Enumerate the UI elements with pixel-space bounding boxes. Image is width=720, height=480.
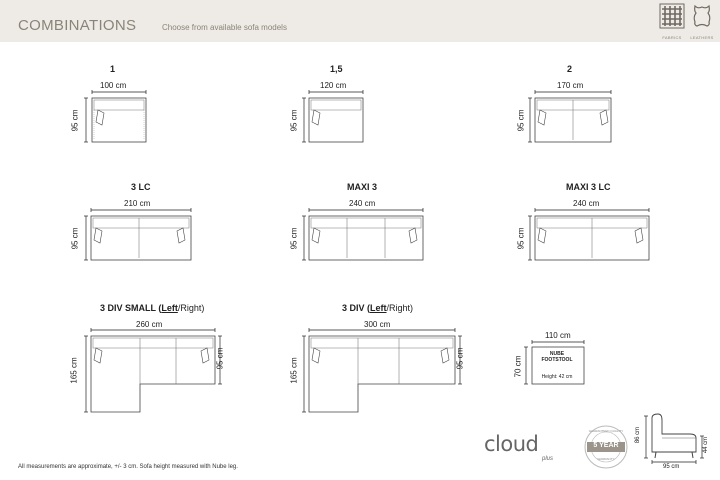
model-3lc-width: 210 cm xyxy=(124,199,151,208)
sofa-15-drawing xyxy=(302,90,370,146)
model-2-depth: 95 cm xyxy=(516,109,526,132)
model-maxi3lc-depth: 95 cm xyxy=(516,227,526,250)
side-seat-height: 44 cm xyxy=(703,436,710,454)
model-div-width: 300 cm xyxy=(364,320,391,329)
side-depth: 95 cm xyxy=(663,464,680,470)
page-subtitle: Choose from available sofa models xyxy=(162,23,287,32)
page-title: COMBINATIONS xyxy=(18,17,137,34)
model-15-depth: 95 cm xyxy=(289,109,299,132)
footer-note: All measurements are approximate, +/- 3 cm. Sofa height measured with Nube leg. xyxy=(18,464,238,470)
model-maxi3-label: MAXI 3 xyxy=(347,182,378,192)
model-div-label: 3 DIV (Left/Right) xyxy=(342,303,414,313)
fabrics-button[interactable] xyxy=(656,4,688,40)
model-2-label: 2 xyxy=(567,64,573,74)
footstool-width: 110 cm xyxy=(545,331,571,340)
sofa-2-drawing xyxy=(528,90,614,146)
sofa-maxi3-drawing xyxy=(302,208,426,264)
side-height: 86 cm xyxy=(635,426,642,444)
warranty-seal-text: 5 YEAR xyxy=(593,442,619,449)
footstool-depth: 70 cm xyxy=(513,355,523,378)
model-div-length: 165 cm xyxy=(289,357,299,384)
model-2-width: 170 cm xyxy=(557,81,584,90)
model-maxi3-width: 240 cm xyxy=(349,199,376,208)
sofa-maxi3lc-drawing xyxy=(528,208,652,264)
model-div-small-width: 260 cm xyxy=(136,320,163,329)
model-15-width: 120 cm xyxy=(320,81,347,90)
model-div-small-label: 3 DIV SMALL (Left/Right) xyxy=(100,303,205,313)
model-div-small-depth: 95 cm xyxy=(215,347,225,370)
model-1-label: 1 xyxy=(110,64,116,74)
leathers-button[interactable] xyxy=(686,4,718,40)
footstool-height: Height: 42 cm xyxy=(541,374,573,380)
fabrics-label: FABRICS xyxy=(662,35,682,40)
footstool-name: NUBE FOOTSTOOL xyxy=(541,351,573,363)
model-div-small-length: 165 cm xyxy=(69,357,79,384)
model-maxi3-depth: 95 cm xyxy=(289,227,299,250)
header-bar xyxy=(0,0,720,42)
model-3lc-label: 3 LC xyxy=(131,182,151,192)
cloud-logo: cloud xyxy=(484,432,539,456)
model-15-label: 1,5 xyxy=(330,64,343,74)
sofa-div-drawing xyxy=(302,328,464,416)
sofa-1-drawing xyxy=(84,90,154,146)
model-maxi3lc-width: 240 cm xyxy=(573,199,600,208)
warranty-ring-top: GUARANTEED QUALITY xyxy=(588,429,624,433)
warranty-ring-bottom: WARRANTY xyxy=(597,457,615,461)
leathers-label: LEATHERS xyxy=(690,35,714,40)
leather-hide-icon xyxy=(690,4,714,28)
model-maxi3lc-label: MAXI 3 LC xyxy=(566,182,611,192)
cloud-logo-sub: plus xyxy=(542,456,554,462)
model-1-depth: 95 cm xyxy=(70,109,80,132)
model-3lc-depth: 95 cm xyxy=(70,227,80,250)
model-div-depth: 95 cm xyxy=(455,347,465,370)
fabric-weave-icon xyxy=(660,4,684,28)
model-1-width: 100 cm xyxy=(100,81,127,90)
sofa-3lc-drawing xyxy=(84,208,194,264)
sofa-div-small-drawing xyxy=(84,328,224,416)
